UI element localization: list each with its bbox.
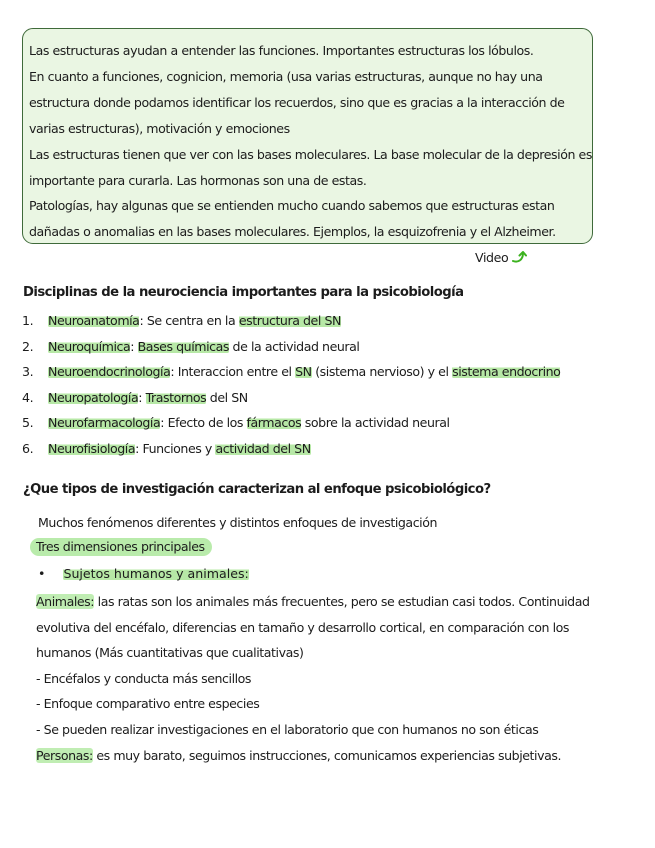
- link-arrow-icon: [511, 250, 527, 264]
- highlighted-text: SN: [295, 364, 312, 379]
- discipline-text: Se centra en la: [146, 313, 239, 328]
- discipline-text: del SN: [206, 389, 248, 405]
- discipline-text: sobre la actividad neural: [301, 415, 450, 430]
- discipline-text: Efecto de los: [167, 415, 247, 430]
- discipline-term: Neuroanatomía: [48, 313, 140, 328]
- highlighted-text: Trastornos: [145, 389, 207, 405]
- animals-label: Animales:: [36, 594, 95, 609]
- colon: :: [138, 389, 146, 405]
- paragraph-line: - Se pueden realizar investigaciones en el laboratorio que con humanos no son éticas: [36, 721, 539, 737]
- colon: :: [135, 440, 143, 456]
- bullet-item: [38, 566, 249, 581]
- highlighted-text: fármacos: [246, 415, 302, 430]
- section-heading-research: ¿Que tipos de investigación caracterizan al enfoque psicobiológico?: [23, 482, 491, 497]
- list-number: 1.: [22, 313, 34, 328]
- discipline-term: Neurofisiología: [48, 440, 136, 456]
- summary-line: Las estructuras ayudan a entender las funciones. Importantes estructuras los lóbulos.: [29, 43, 534, 58]
- paragraph-line: [36, 589, 606, 615]
- summary-line: varias estructuras), motivación y emociones: [29, 120, 290, 136]
- colon: :: [170, 364, 178, 379]
- persons-label: Personas:: [36, 747, 93, 763]
- discipline-text: Interaccion entre el: [177, 364, 296, 379]
- summary-box: [22, 28, 593, 244]
- discipline-term: Neuroquímica: [48, 338, 131, 354]
- paragraph-line: humanos (Más cuantitativas que cualitativas): [36, 645, 304, 661]
- discipline-text: de la actividad neural: [229, 338, 360, 354]
- dimensions-tag-label: Tres dimensiones principales: [30, 538, 212, 556]
- colon: :: [160, 415, 168, 430]
- persons-text: es muy barato, seguimos instrucciones, comunicamos experiencias subjetivas.: [92, 747, 562, 763]
- section-heading-disciplines: Disciplinas de la neurociencia importantes para la psicobiología: [23, 285, 464, 300]
- list-number: 3.: [22, 364, 34, 379]
- summary-line: Las estructuras tienen que ver con las bases moleculares. La base molecular de la depresión es: [29, 146, 592, 162]
- discipline-term: Neuropatología: [48, 389, 139, 405]
- summary-line: importante para curarla. Las hormonas son una de estas.: [29, 172, 367, 188]
- intro-text: Muchos fenómenos diferentes y distintos enfoques de investigación: [38, 515, 438, 530]
- highlighted-text: estructura del SN: [238, 313, 341, 328]
- list-number: 2.: [22, 338, 34, 354]
- list-number: 5.: [22, 415, 34, 430]
- summary-line: dañadas o anomalias en las bases moleculares. Ejemplos, la esquizofrenia y el Alzheimer.: [29, 224, 556, 240]
- highlighted-text: sistema endocrino: [452, 364, 561, 379]
- highlighted-text: actividad del SN: [215, 440, 311, 456]
- discipline-text: Funciones y: [142, 440, 216, 456]
- summary-line: Patologías, hay algunas que se entienden mucho cuando sabemos que estructuras estan: [29, 198, 555, 214]
- research-paragraph: [36, 589, 606, 768]
- list-number: 6.: [22, 440, 34, 456]
- colon: :: [130, 338, 138, 354]
- paragraph-line: - Encéfalos y conducta más sencillos: [36, 670, 252, 686]
- paragraph-line: - Enfoque comparativo entre especies: [36, 696, 260, 712]
- video-link-label[interactable]: Video: [475, 250, 509, 265]
- summary-line: En cuanto a funciones, cognicion, memoria (usa varias estructuras, aunque no hay una: [29, 68, 543, 84]
- summary-line: estructura donde podamos identificar los recuerdos, sino que es gracias a la interacción de: [29, 94, 565, 110]
- bullet-icon: •: [38, 566, 46, 581]
- animals-text: las ratas son los animales más frecuentes, pero se estudian casi todos. Continuidad: [94, 594, 590, 609]
- colon: :: [139, 313, 147, 328]
- paragraph-line: evolutiva del encéfalo, diferencias en tamaño y desarrollo cortical, en comparación con los: [36, 619, 569, 635]
- list-number: 4.: [22, 389, 34, 405]
- discipline-text: (sistema nervioso) y el: [311, 364, 453, 379]
- discipline-term: Neurofarmacología: [48, 415, 161, 430]
- bullet-label: Sujetos humanos y animales:: [63, 566, 249, 581]
- highlighted-text: Bases químicas: [137, 338, 229, 354]
- dimensions-tag: [30, 539, 212, 554]
- video-link[interactable]: [475, 250, 527, 265]
- discipline-term: Neuroendocrinología: [48, 364, 171, 379]
- paragraph-line: [36, 743, 606, 769]
